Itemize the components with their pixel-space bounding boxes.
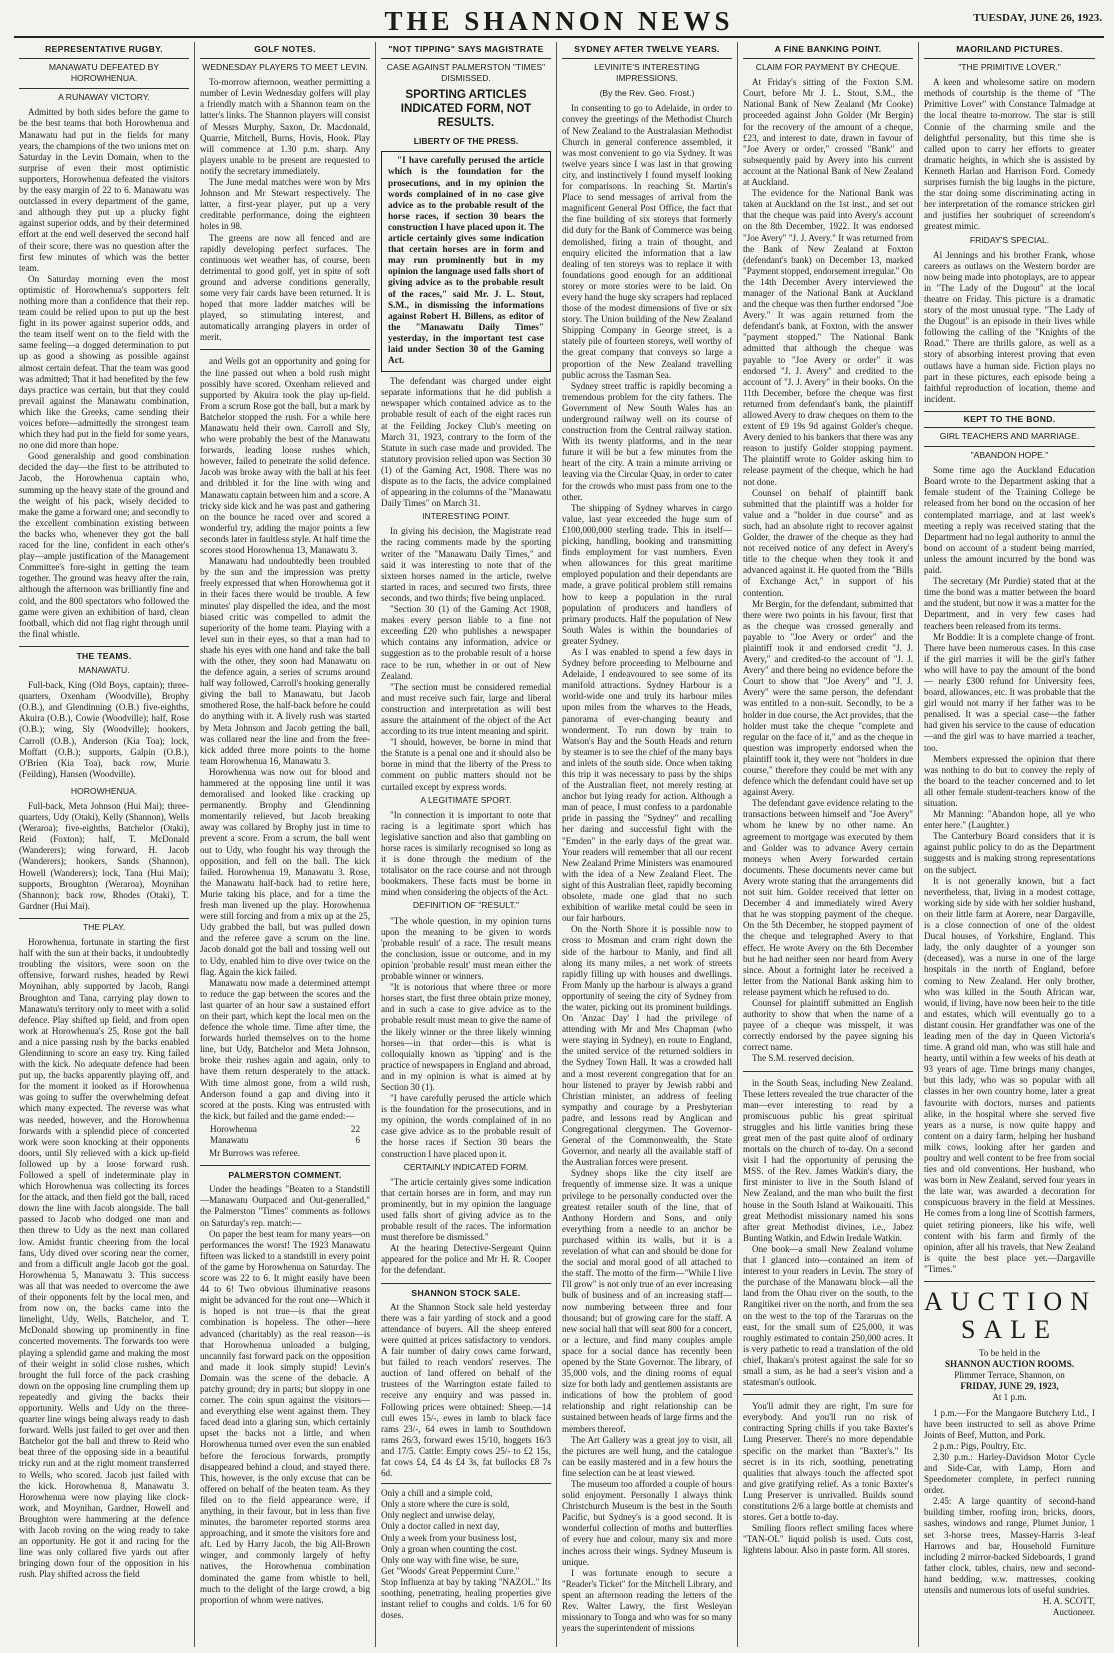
article-heading-tipping: "NOT TIPPING" SAYS MAGISTRATE [388, 44, 544, 54]
paragraph: At the hearing Detective-Sergeant Quinn appeared for the police and Mr H. R. Cooper for the defendant. [381, 1243, 551, 1276]
paragraph: "I should, however, be borne in mind that the Statute is a penal one and it should also be borne in mind that the liberty of the Press to comment on public matters should not be curtailed except by express words. [381, 737, 551, 792]
auction-venue: SHANNON AUCTION ROOMS. [944, 1359, 1075, 1370]
paragraph: As I was enabled to spend a few days in Sydney before proceeding to Melbourne and Adelaide, I endeavoured to see some of its manifold attractions. Sydney Harbour is a world-wide one and truly its harbour miles upon miles from the wharves to the Heads, panorama of ever-changing beauty and wonderment. To run down by train to Watson's Bay and the South Heads and return by steamer is to see the chief of the many bays and inlets of the south side. Once when taking this trip it was necessary to pass by the ships of the Australian fleet, not merely resting at anchor but lying ready for action. Although a man of peace, I must confess to a pardonable pride in passing the "Sydney" and recalling her daring and successful fight with the "Emden" in the early days of the great war. Your readers will remember that all our recent New Zealand Prime Ministers was enamoured with the idea of a New Zealand Fleet. The sight of this Australian fleet, rapidly becoming obsolete, made one glad that no such exhibition of warlike metal could be seen in our fair harbours. [562, 646, 732, 924]
advert-line: Only one way with fine wise, be sure, [381, 1554, 519, 1565]
paragraph: Al Jennings and his brother Frank, whose careers as outlaws on the Western border are now being made into photoplays, are to appear in "The Lady of the Dugout" at the local theatre on Friday. This picture is a dramatic story of the most unusual type. "The Lady of the Dugout" is an episode in their lives while following the calling of the "Knights of the Road." There are thrills galore, as well as a story of absorbing interest proving that even outlaws have a human side. Fiction plays no part in these pictures, each episode being a faithful reproduction of location, theme and incident. [924, 249, 1095, 404]
article-subheading: CASE AGAINST PALMERSTON "TIMES" DISMISSED. [381, 58, 551, 84]
paragraph: Counsel for plaintiff submitted an English authority to show that when the name of a payee of a cheque was misspelt, it was correctly endorsed by the payee signing his correct name. [743, 997, 913, 1053]
advert-line: Only a groan when counting the cost. [381, 1543, 518, 1554]
score-row: Manawatu 6 [210, 1135, 360, 1145]
paragraph: Horowhenua, fortunate in starting the first half with the sun at their backs, it undoubtedly troubling the visitors, were soon on the offensive, forward rushes, headed by Rewi Moynihan, ably supported by Jacob, Rangi Broughton and Tana, carrying play down to Manawatu's territory only to meet with a solid defence. Play shifted up field, and from open work at Horowhenua's 25, Rose got the ball and a nice passing rush by the backs enabled Glendinning to score an easy try. King failed with the kick. No adequate defence had been put up, the backs apparently playing off, and for the moment it looked as if Horowhenua was going to suffer the overwhelming defeat which many expected. The reverse was what was needed, however, and the Horowhenua forwards with a splendid piece of concerted work were soon knocking at their opponents doors, until Sly relieved with a kick up-field followed up by a loose forward rush. Followed a spell of indeterminate play in which Horowhenua was collecting its forces for the attack, and then field got the ball, raced down the line with Jacob alongside. The ball passed to Jacob who dodged one man and then threw to Udy as the next man collared low. Amidst frantic cheering from the local fans, Udy dived over scoring near the corner, and from a difficult angle Jacob got the goal. Horowhenua 5, Manawatu 3. This success was all that was needed to overcome the awe of their opponents felt by the local men, and from now on, the backs came into the limelight, Udy, Wells, Batchelor, and T. McDonald showing up prominently in fine concerted movements. The forwards too were playing a splendid game and making the most of their weight in solid close rushes, which brought the full force of the pack crashing down on the opposing line crumpling them up repeatedly and giving the backs their opportunity. Wells and Udy on the three-quarter line wings being always ready to dash forward. Wells just failed to get over and then Batchelor got the ball and threw to Reid who beat three of the opposing side in a beautiful tricky run and at the right moment transferred to Wells, who scored. Jacob just failed with the kick. Horowhenua 8, Manawatu 3. Horowhenua were now playing like clock-work, and Moynihan, Gardner, Howell and Broughton were hammering at the defence with Jacob roving on the wing ready to take an opportunity. He got it and racing for the line was only collared five yards out after bringing down four of the opposition in his rush. Play shifted across the field [19, 937, 189, 1580]
team-list-manawatu: Full-back, King (Old Boys, captain); three-quarters, Oxenham (Woodville), Brophy (O.B.), and Glendinning (O.B.) five-eighths, Akuira (O.B.), Cowie (Woodville); half, Rose (O.B.); wing, Sly (Woodville); hookers, Carroll (O.B.), Anderson (Kia Toa); lock, Moffatt (O.B.); supports, Galpin (O.B.), O'Brien (Kia Toa), back row, Murie (Feilding), Hansen (Woodville). [19, 680, 189, 779]
paragraph: The Art Gallery was a great joy to visit, all the pictures are well hung, and the catalogue can be easily mastered and in a few hours the fine selection can be at least viewed. [562, 1434, 732, 1478]
paragraph: Admitted by both sides before the game to be the best teams that both Horowhenua and Manawatu had put in the fields for many years, the champions of the two unions met on Saturday in the Levin Domain, when to the surprise of even their most optimistic supporters, Horowhenua defeated the visitors by the easy margin of 22 to 6. Manawatu was outclassed in every department of the game, and although they put up a plucky fight against superior odds, and by their determined effort at the end well deserved the second half of their score, there was no question after the first few minutes of which was the better team. [19, 107, 189, 273]
divider [200, 349, 370, 350]
advert-line: Only a store where the cure is sold, [381, 1499, 510, 1510]
auction-line: To be held in the [979, 1348, 1040, 1359]
paragraph: The secretary (Mr Purdie) stated that at the time the bond was a matter between the board and the student, but now it was a matter for the Department, and in very few cases had teachers been released from its terms. [924, 576, 1095, 631]
auctioneer-title: Auctioneer. [1052, 1607, 1095, 1618]
paragraph: Some time ago the Auckland Education Board wrote to the Department asking that a female student of the Training College be released from her bond on the occasion of her contemplated marriage, and at last week's meeting a reply was received stating that the Department had no legal authority to annul the bond on account of a student being married, unless the amount incurred by the bond was paid. [924, 465, 1095, 576]
paragraph: Members expressed the opinion that there was nothing to do but to convey the reply of the board to the teacher concerned and to let all other female student-teachers know of the situation. [924, 753, 1095, 808]
article-kicker: A RUNAWAY VICTORY. [19, 88, 189, 103]
paragraph: Mr Boddie: It is a complete change of front. There have been numerous cases. In this case if the girl marries it will be the girl's father who will have to pay the amount of the bond — nearly £300 refund for University fees, board, allowances, etc. It was probable that the girl would not marry if her father was to be penalised. It was a special case—the father had given his service to the cause of education—and the girl was to have married a teacher, too. [924, 631, 1095, 753]
advert-tanol: Smiling floors reflect smiling faces where "TAN-OL" liquid polish is used. Cuts cost, lightens labour. Also in paste form. All stores. [743, 1523, 913, 1556]
article-subheading: GIRL TEACHERS AND MARRIAGE. [939, 431, 1080, 441]
paragraph: To-morrow afternoon, weather permitting a number of Levin Wednesday golfers will play a friendly match with a Shannon team on the latter's links. The Shannon players will consist of Messrs Murphy, Saxon, Dr. Macdonald, Quarrie, Mitchell, Burns, Hovis, Hook. Play will commence at 1.30 p.m. sharp. Any players unable to be present are requested to notify the secretary immediately. [200, 77, 370, 176]
quote-text: "I have carefully perused the article which is the foundation for the prosecutions, and in my opinion the words complained of in no case give advice as to the probable result of the horse races, if section 30 bears the construction I have placed upon it. The article certainly gives some indication that certain horses are in form and may run prominently but in my opinion the language used falls short of giving advice as to the probable result of the races," said Mr. J. L. Stout, S.M., in dismissing the informations against Robert H. Billens, as editor of the "Manawatu Daily Times" yesterday, in the important test case laid under Section 30 of the Gaming Act. [388, 156, 544, 367]
article-heading-sydney: SYDNEY AFTER TWELVE YEARS. [574, 44, 720, 54]
paragraph: and Wells got an opportunity and going for the line passed out when a bold rush might possibly have scored. Oxenham relieved and supported by Akuira took the play up-field. From a scrum Rose got the ball, but a mark by Batchelor stopped the rush. For a while here Manawatu held their own. Carroll and Sly, who were probably the best of the Manawatu forwards, leading loose rushes which, however, failed to penetrate the solid defence. Jacob was broke away with the ball at his feet and dribbled it for the line with wing and Manawatu captain between him and a score. A tricky side kick and he was past and gathering on the bounce he raced over and scored a wonderful try, adding the major points a few seconds later in faultless style. At half time the scores stood Horowhenua 13, Manawatu 3. [200, 356, 370, 556]
paragraph: In consenting to go to Adelaide, in order to convey the greetings of the Methodist Church of New Zealand to the Australasian Methodist Church in general conference assembled, it was most convenient to go via Sydney. It was twelve years since I was last in that growing city, and instinctively I found myself looking for comparisons. In reaching St. Martin's Place to send messages of arrival from the magnificent General Post Office, the fact that the fine building of six storeys that formerly did duty for the Bank of Commerce was being demolished, firing a train of thought, and enquiry elicited the information that a law dealing of ten storeys was to replace it with foundations good enough for an additional storey or more stories were to be laid. On every hand the huge sky scrapers had replaced those of the modest dimensions of five or six story. The Union building of the New Zealand Shipping Company in George street, is a stately pile of fourteen storeys, well worthy of the great company that conveys so large a proportion of the New Zealand travelling public across the Tasman Sea. [562, 103, 732, 380]
advert-baxters: You'll admit they are right, I'm sure for everybody. And you'll run no risk of contracting Spring chills if you take Baxter's Lung Preserver. There's no more dependable specific on the market than "Baxter's." Its secret is in its rich, soothing, penetrating qualities that always touch the affected spot and give gratifying relief. As a tonic Baxter's Lung Preserver is unrivalled. Builds sound constitutions 2/6 a large bottle at chemists and stores. Get a bottle to-day. [743, 1401, 913, 1523]
article-lead-heading: SPORTING ARTICLES INDICATED FORM, NOT RESULTS. [400, 88, 532, 130]
paragraph: It is not generally known, but a fact nevertheless, that, living in a modest cottage, working side by side with her soldier husband, on their little farm at Aorere, near Dargaville, is a close connection of one of the oldest Ducal houses, of Yorkshire, England. This lady, the only daughter of a younger son (deceased), was a nurse in one of the large hospitals in the north of England, before coming to New Zealand. Her only brother, who was killed in the South African war, would, if living, have now been heir to the title and estates, which will eventually go to a distant cousin. Her grandfather was one of the leading men of the day in Queen Victoria's time. A grand old man, who was still hale and hearty, until within a few weeks of his death at 93 years of age. Time brings many changes, but this lady, who was so popular with all classes in her own country home, later a great favourite with doctors, nurses and patients alike, in the hospital where she served five years as a nurse, is now quite happy and content on a dairy farm, helping her husband milk cows, looking after her garden and poultry and well content to be free from social ties and old conventions. Her husband, who was born in New Zealand, served four years in the late war, was awarded a decoration for conspicuous bravery in the field at Messines. He comes from a long line of Scottish farmers, quiet retiring pioneers, like his wife, well content with his farm and firmly of the opinion, after all his travels, that New Zealand is quite the best place yet.—Dargaville "Times." [924, 875, 1095, 1274]
section-heading: CERTAINLY INDICATED FORM. [403, 1161, 529, 1172]
paragraph: A keen and wholesome satire on modern methods of courtship is the theme of "The Primitive Lover" with Constance Talmadge at the local theatre to-morrow. The star is still Connie of the charming smile and the delightful personality, but this time she is called upon to carry her efforts to greater dramatic heights, in which she is assisted by Kenneth Harlan and Harrison Ford. Comedy surprises furnish the big laughs in the picture, the star doing some discriminating acting in her interpretation of the romance stricken girl and justifies her soubriquet of screendom's greatest mimic. [924, 77, 1095, 232]
paragraph: Under the headings "Beaten to a Standstill—Manawatu Outpaced and Out-generalled," the Palmerston "Times" comments as follows on Saturday's rep. match:— [200, 1184, 370, 1228]
section-heading-teams: THE TEAMS. [19, 646, 189, 662]
article-subheading: MANAWATU DEFEATED BY HOROWHENUA. [19, 58, 189, 84]
quote-box [381, 151, 551, 372]
article-heading-bond: KEPT TO THE BOND. [924, 411, 1095, 428]
paragraph: "The section must be considered remedial and must receive such fair, large and liberal construction and interpretation as will best assure the attainment of the object of the Act according to its true intent meaning and spirit. [381, 681, 551, 737]
auction-line: Plimmer Terrace, Shannon, on [954, 1370, 1065, 1381]
paragraph: "The article certainly gives some indication that certain horses are in form, and may run prominently, but in my opinion the language used falls short of giving advice as to the probable result of the races. The information must therefore be dismissed." [381, 1176, 551, 1243]
divider [381, 1483, 551, 1484]
paragraph: Counsel on behalf of plaintiff bank submitted that the plaintiff was a holder for value and a "holder in due course" and as such, had an absolute right to recover against Golder, the drawer of the cheque as they had not received notice of any defect in Avery's title to the cheque when they took it and advanced against it. He quoted from the "Bills of Exchange Act," in support of his contention. [743, 487, 913, 598]
section-heading: INTERESTING POINT. [422, 511, 510, 522]
auction-item: 2.45: A large quantity of second-hand building timber, roofing iron, bricks, doors, sashes, windows and range, Plumet Junior, 1 set 3-horse trees, Massey-Harris 3-leaf Harrows and bar, Household Furniture including 2 mirror-backed Sideboards, 1 grand father clock, tables, chairs, new and second-hand bedding, w.w. mattresses, cooking utensils and numerous lots of useful sundries. [924, 1496, 1095, 1595]
advert-line: Only a doctor called in next day, [381, 1521, 500, 1532]
advert-line: Only a chill and a simple cold, [381, 1488, 493, 1499]
column-6 [919, 42, 1100, 1647]
article-heading-golf: GOLF NOTES. [254, 44, 316, 54]
paragraph: The defendant was charged under eight separate informations that he did publish a newspaper which contained advice as to the probable result of each of the eight races run at the Feilding Jockey Club's meeting on March 31, 1923, contrary to the form of the Statute in such case made and provided. The statutory provision relied upon was Section 30 (1) of the Gaming Act, 1908. There was no dispute as to the facts, the advice complained of appearing in the columns of the "Manawatu Daily Times" on March 31. [381, 376, 551, 509]
paragraph: Sydney shops like the city itself are frequently of immense size. It was a unique privilege to be personally conducted over the greatest retailer south of the line, that of Anthony Hordern and Sons, and only everything from a needle to an anchor be purchased within its walls, but it is a revelation of what can and should be done for the social and moral good of all attached to the staff. The motto of the firm—"While I live I'll grow" is not only true of an ever increasing bulk of business and of an increasing staff—now numbering between three and four thousand; but of growing care for the staff. A new social hall that will seat 800 for a concert, or a lecture, and find many couples ample space for a social dance has recently been opened by the State Governor. The library, of 35,000 vols, and the dining rooms of equal size for both lady and gentlemen assistants are indications of how the problem of good relationship and right relationship can be sustained between heads of large firms and the members thereof. [562, 1168, 732, 1434]
paragraph: "Section 30 (1) of the Gaming Act 1908, makes every person liable to a fine not exceeding £20 who publishes a newspaper which contains any information, advice or suggestion as to the probable result of a horse race to be run, whether in or out of New Zealand. [381, 604, 551, 681]
auction-subtitle: SALE [961, 1315, 1058, 1345]
section-heading: DEFINITION OF "RESULT." [412, 900, 520, 911]
final-score [210, 1124, 360, 1146]
article-subheading: LEVINITE'S INTERESTING IMPRESSIONS. [562, 58, 732, 84]
paragraph: Sydney street traffic is rapidly becoming a tremendous problem for the city fathers. The Government of New South Wales has an underground railway well on its course of construction from the Central railway station. With its twenty platforms, and in the near future it will be but a few minutes from the heart of the city. A train a minute arriving or leaving via the Circular Quay, in order to cater for the crowds who must pass from one to the other. [562, 380, 732, 502]
advert-line: Only neglect and unwise delay, [381, 1510, 495, 1521]
section-heading: A LEGITIMATE SPORT. [420, 794, 512, 805]
paragraph: One book—a small New Zealand volume that I glanced into—contained an item of interest to your readers in Levin. The story of the purchase of the Manawatu block—all the land from the Ohau river on the south, to the Rangitikei river on the north, and from the sea on the west to the top of the Tararuas on the east, for the small sum of £25,000, it was roughly estimated to contain 250,000 acres. It is very pathetic to read a translation of the old chief, Ihakara's protest against the sale for so small a sum, as he had a seer's vision and a statesman's outlook. [743, 1243, 913, 1388]
column-2 [195, 42, 376, 1647]
paragraph: Horowhenua was now out for blood and hammered at the opposing line until it was demoralised and looked like cracking up permanently. Brophy and Glendinning momentarily relieved, but Jacob breaking away was collared by Brophy just in time to prevent a score. From a scrum, the ball went out to Udy, who fought his way through the opposition, and fell on the ball. The kick failed. Horowhenua 19, Manawatu 3. Rose, the Manawatu half-back had to retire here, Murie taking his place, and for a time the fresh man livened up the play. Horowhenua were still forcing and from a mix up at the 25, Udy grabbed the ball, but was pulled down and the referee gave a scrum on the line. Jacob donald got the ball and tossing well out to Udy, enabled him to dive over twice on the flag. Again the kick failed. [200, 766, 370, 977]
paragraph: "It is notorious that where three or more horses start, the first three obtain prize money, and in such a case to give advice as to the probable result must mean to give the name of the likely winner or the three likely winning horses—in that order—this is what is colloquially known as 'tipping' and is the practice of newspapers in England and abroad, and in my opinion is what is aimed at by Section 30 (1). [381, 982, 551, 1092]
paragraph: The June medal matches were won by Mrs Johnson and Mr Stewart respectively. The latter, a first-year player, put up a very creditable performance, doing the eighteen holes in 98. [200, 177, 370, 232]
paragraph: Mr Bergin, for the defendant, submitted that there were two points in his favour, first that as the cheque was crossed generally and payable to "Joe Avery or order" and the plaintiff took it and endorsed credit "J. J. Avery," and credited-to the account of "J. J. Avery" and there being no evidence before the Court to show that "Joe Avery" and "J. J. Avery" were the same person, the defendant was entitled to a non-suit. Secondly, to be a holder in due course, the Act provides, that the holder must take the cheque "complete and regular on the face of it," and as the cheque in question was improperly endorsed when the plaintiff took it, they were not "holders in due course," therefore they could be met with any defence which the defendant could have set up against Avery. [743, 598, 913, 798]
auction-item: 1 p.m.—For the Mangaore Butchery Ltd., I have been instructed to sell as above Prime Joints of Beef, Mutton, and Pork. [924, 1407, 1095, 1440]
auction-time: At 1 p.m. [992, 1392, 1027, 1403]
byline: (By the Rev. Geo. Frost.) [599, 88, 695, 99]
column-4 [557, 42, 738, 1647]
paragraph: in the South Seas, including New Zealand. These letters revealed the true character of the man—ever interesting to read by a promiscuous public his great spiritual struggles and his little vanities bring these great men of the past quite aloof of ordinary mortals on the church of to-day. On a second visit I had the opportunity of perusing the MSS. of the Rev. James Watkin's diary, the first minister to live in the South Island of New Zealand, and the man who built the first house in the South Island at Waikouaiti. This great Methodist missionary named his sons after great Methodist divines, i.e., Jabez Bunting Watkin, and Edwin Iredale Watkin. [743, 1077, 913, 1243]
auction-item: 2.30 p.m.: Harley-Davidson Motor Cycle and Side-Car, with Lamp, Horn and Speedometer complete, in perfect running order. [924, 1451, 1095, 1496]
paragraph: Good generalship and good combination decided the day—the first to be attributed to Jacob, the Horowhenua captain who, summing up the heavy state of the ground and the weight of his pack, wisely decided to make the game a forward one; and secondly to the excellent combination existing between the backs who, whenever they got the ball raced for the line, confident in each other's play—ample justification of the Management Committee's fore-sight in getting the team together. The ground was heavy after the rain, although the afternoon was brilliantly fine and cold, and the 800 spectators who followed the game were given an exhibition of hard, clean football, which did not flag right through until the final whistle. [19, 451, 189, 639]
paragraph: I was fortunate enough to secure a "Reader's Ticket" for the Mitchell Library, and spent an afternoon reading the letters of the Rev. Walter Lawry, the first Wesleyan missionary to Tonga and who was for so many years the superintendent of missions [562, 1567, 732, 1634]
section-heading-liberty: LIBERTY OF THE PRESS. [413, 136, 519, 147]
paragraph: At Friday's sitting of the Foxton S.M. Court, before Mr J. L. Stout, S.M., the National Bank of New Zealand (Mr Cooke) proceeded against John Golder (Mr Bergin) for the recovery of the amount of a cheque, £23, and interest to date, drawn in favour of "Joe Avery or order," crossed "Bank" and subsequently paid by Avery into his current account at the National Bank of New Zealand at Auckland. [743, 77, 913, 188]
column-3 [376, 42, 557, 1647]
column-5 [738, 42, 919, 1647]
section-heading: FRIDAY'S SPECIAL. [969, 234, 1050, 245]
paragraph: The greens are now all fenced and are rapidly developing perfect surfaces. The continuous wet weather has, of course, been detrimental to good golf, yet in spite of soft ground and adverse conditions generally, some very fair cards have been returned. It is hoped that more ladder matches will be played, so stimulating interest, and automatically arranging players in order of merit. [200, 232, 370, 343]
article-heading-banking: A FINE BANKING POINT. [774, 44, 882, 54]
team-list-horowhenua: Full-back, Meta Johnson (Hui Mai); three-quarters, Udy (Otaki), Kelly (Shannon), Wells (Weraroa); five-eighths, Batchelor (Otaki), Reid (Foxton); half, T. McDonald (Wanderers); wing forward, H. Jacob (Wanderers); hookers, Sands (Shannon), Howell (Wanderers); lock, Tana (Hui Mai); supports, Broughton (Weraroa), Moynihan (Shannon); back row, Rhodes (Otaki), T. Gardner (Hui Mai). [19, 801, 189, 911]
paragraph: Mr Manning: "Abandon hope, all ye who enter here." (Laughter.) [924, 809, 1095, 831]
auction-title: AUCTION [924, 1287, 1097, 1317]
paragraph: The Canterbury Board considers that it is against public policy to do as the Department suggests and is making strong representations on the subject. [924, 831, 1095, 875]
article-subheading: CLAIM FOR PAYMENT BY CHEQUE. [743, 58, 913, 73]
advert-line: Get "Woods' Great Peppermint Cure." [381, 1565, 520, 1576]
paragraph: The shipping of Sydney wharves in cargo value, last year exceeded the huge sum of £100,000,000 sterling trade. This in itself—picking, handling, booking and transmitting finds employment for vast numbers. Even when allowances for this great maritime employed population and their dependants are made, a grave political problem still remains how to keep a population in the rural population of producers and handlers of primary products. Half the population of New South Wales is within the boundaries of greater Sydney. [562, 502, 732, 646]
article-heading-rugby: REPRESENTATIVE RUGBY. [45, 44, 163, 54]
auction-item: 2 p.m.: Pigs, Poultry, Etc. [933, 1440, 1027, 1451]
divider [743, 1394, 913, 1395]
team-heading-horowhenua: HOROWHENUA. [70, 785, 138, 796]
article-kicker: "ABANDON HOPE." [924, 446, 1095, 461]
columns [14, 42, 1104, 1647]
paragraph: "The whole question, in my opinion turns upon the meaning to be given to words 'probable result' of a race. The result means the conclusion, issue or outcome, and in my opinion 'probable result' must mean either the probable winner or winners. [381, 915, 551, 982]
paragraph: "In connection it is important to note that racing is a legitimate sport which has legislative sanction and also that gambling on horse races is similarly recognised so long as it is done through the medium of the totalisator on the race course and not through bookmakers. These facts must be borne in mind when considering the objects of the Act. [381, 809, 551, 898]
auction-date: FRIDAY, JUNE 29, 1923, [960, 1381, 1059, 1392]
divider [924, 1281, 1095, 1282]
paragraph: Manawatu had undoubtedly been troubled by the sun and the impression was pretty freely expressed that when Horowhenua got it in their faces there would be trouble. A few minutes' play dispelled the idea, and the most biased critic was compelled to admit the superiority of the home team. Playing with a level sun in their eyes, so that a man had to shade his eyes with one hand and take the ball with the other, they soon had Manawatu on the defence again, a series of scrums around half way followed, Carroll's hooking generally giving the ball to Manawatu, but Jacob smothered Rose, the half-back before he could do anything with it. A lively rush was started by Meta Johnson and Jacob getting the ball, was collared near the line and from the free-kick added three more points to the home team Horowhenua 16, Manawatu 3. [200, 556, 370, 766]
paragraph: In giving his decision, the Magistrate read the racing comments made by the sporting writer of the "Manawatu Daily Times," and said it was interesting to note that of the sixteen horses named in the article, twelve started in races, and secured two firsts, three seconds, and two thirds; five being unplaced. [381, 526, 551, 603]
paragraph: The S.M. reserved decision. [752, 1053, 855, 1064]
paragraph: On paper the best team for many years—on performances the worst! The 1923 Manawatu fifteen was licked to a standstill in every point of the game by Horowhenua on Saturday. The score was 22 to 6. It might easily have been 44 to 6! Two obvious illuminative reasons might be advanced for the rout one—Which it is hoped is not true—is that the great combination is hopeless. The other—here advanced (charitably) as the real reason—is that Horowhenua unloaded a bulging, uncannily fast forward pack on the opposition and made it look simply stupid! Levin's Domain was the scene of the debacle. A patchy ground; dry in parts; but sloppy in one corner. The coin spun against the visitors—and everything else went against them. They faced dead into a glaring sun, which certainly upset the backs not a little, and when Horowhenua turned over even the sun enabled before the ferocious forwards, promptly disappeared behind a cloud, and stayed there. This, however, is the only excuse that can be offered on behalf of the beaten team. As they filed on to the field appearance were, if anything, in their favour, but in less than five minutes, the barometer reported storms area approaching, and it smote the visitors fore and aft. Led by Harry Jacob, the big All-Brown winger, and commonly largely of hefty natives, the Horowhenua combination dominated the game from whistle to bell, much to the delight of the large crowd, a big proportion of whom were natives. [200, 1228, 370, 1605]
advert-line: Only a week from your business lost, [381, 1532, 517, 1543]
divider [743, 1071, 913, 1072]
team-heading-manawatu: MANAWATU. [78, 664, 130, 675]
article-heading-stock-sale: SHANNON STOCK SALE. [381, 1283, 551, 1299]
referee-note: Mr Burrows was referee. [209, 1148, 300, 1159]
issue-date: TUESDAY, JUNE 26, 1923. [973, 12, 1102, 24]
advert-woods [381, 1488, 551, 1621]
paragraph: The evidence for the National Bank was taken at Auckland on the 1st inst., and set out that the cheque was paid into Avery's account on the 8th December, 1922. It was endorsed "Joe Avery" "J. J. Avery." It was returned from the Bank of New Zealand at Foxton (defendant's bank) on December 13, marked "Payment stopped, endorsement irregular." On the 14th December Avery interviewed the manager of the National Bank at Auckland and the cheque was then further endorsed "Joe Avery." It was again returned from the defendant's bank, at Foxton, with the answer "payment stopped." The National Bank admitted that although the cheque was payable to "Joe Avery or order" it was endorsed "J. J. Avery" and credited to the account of "J. J. Avery" in their books. On the 11th December, before the cheque was first returned from defendant's bank, the plaintiff allowed Avery to draw cheques on them to the extent of £9 19s 9d against Golder's cheque. Avery denied to his bankers that there was any reason to justify Golder stopping payment. The plaintiff wrote to Golder asking him to release payment of the cheque, which he had not done. [743, 188, 913, 487]
paragraph: On the North Shore it is possible now to cross to Mosman and cram right down the side of the harbour to Manly, and find all along its many miles, a net work of streets rapidly filling up with houses and dwellings. From Manly up the harbour is always a grand opportunity of seeing the city of Sydney from the water, picking out its prominent buildings. On 'Anzac Day' I had the privilege of attending with Mr and Mrs Chapman (who were staying in Sydney), en route to England, the united service of the returned soldiers in the Sydney Town Hall. It was a crowded hall and a most reverent congregation that for an hour listened to prayer by Jewish rabbi and Christian minister, an address of feeling sympathy and courage by a Presbyterian padre, and lessons read by Anglican and Congregational clergymen. The Governor-General of the Commonwealth, the State Governor, and nearly all the available staff of the Australian forces were present. [562, 924, 732, 1168]
section-heading-play: THE PLAY. [19, 918, 189, 933]
article-heading-pictures: MAORILAND PICTURES. [956, 44, 1063, 54]
advert-auction-sale [924, 1288, 1095, 1618]
article-subheading: "THE PRIMITIVE LOVER." [924, 58, 1095, 73]
auctioneer-name: H. A. SCOTT, [1042, 1596, 1095, 1607]
advert-line: Stop Influenza at bay by taking "NAZOL." Its soothing, penetrating, healing properties give instant relief to coughs and colds. 1/6 for 60 doses. [381, 1576, 551, 1621]
paragraph: On Saturday morning even the most optimistic of Horowhenua's supporters felt nothing more than a confidence that their rep. team could be relied upon to put up the best fight in its power against superior odds, and the team itself went on to the field with the same feeling—a dogged determination to put up as good a showing as possible against almost certain defeat. That the team was good was admitted; That it had benefited by the few days practice was certain, but that they could prevail against the Manawatu combination, which like the Greeks, came sending their voices before—admittedly the strongest team which they had put in the field for some years, no one did more than hope. [19, 273, 189, 451]
newspaper-title: THE SHANNON NEWS [384, 6, 734, 36]
paragraph: "I have carefully perused the article which is the foundation for the prosecutions, and in my opinion, the words complained of in no case give advice as to the probable result of the horse races if Section 30 bears the construction I have placed upon it. [381, 1093, 551, 1159]
paragraph: Manawatu now made a determined attempt to reduce the gap between the scores and the last quarter of an hour saw a sustained effort on their part, which kept the local men on the defence the whole time. Time after time, the forwards hurled themselves on to the home line, but Udy, Batchelor and Meta Johnson, broke their rushes again and again, only to have them return desperately to the attack. With time almost gone, from a wild rush, Anderson found a gap and diving into it scored at the posts. King was entrusted with the kick, but failed and the game ended:— [200, 977, 370, 1121]
paragraph: The museum too afforded a couple of hours solid enjoyment. Personally I always think Christchurch Museum is the best in the South Pacific, but Sydney's is a good second. It is wonderful collection of moths and butterflies of every hue and colour, many six and more inches across their wings. Sydney Museum is unique. [562, 1479, 732, 1567]
article-subheading: WEDNESDAY PLAYERS TO MEET LEVIN. [200, 58, 370, 73]
column-1 [14, 42, 195, 1647]
article-heading-palmerston: PALMERSTON COMMENT. [200, 1165, 370, 1181]
paragraph: At the Shannon Stock sale held yesterday there was a fair yarding of stock and a good attendance of buyers. All the sheep entered were quitted at prices satisfactory to vendors. A fair number of dairy cows came forward, but failed to reach vendors' reserves. The auction of land offered on behalf of the trustees of the Warrington estate failed to receive any enquiry and was passed in. Following prices were obtained: Sheep.—14 cull ewes 15/-, ewes in lamb to black face rams 23/-, 64 ewes in lamb to Southdown rams 26/3, forward ewes 15/10, hoggets 16/3 and 17/5. Cattle: Empty cows 25/- to £2 15s, fat cows £4, £4 4s £4 3s, fat bullocks £8 7s 6d. [381, 1301, 551, 1479]
paragraph: The defendant gave evidence relating to the transactions between himself and "Joe Avery" whom he knew by no other name. An agreement to mortgage was executed by them and Golder was to advance Avery certain moneys when Avery forwarded certain documents. These documents never came but Avery wrote stating that the arrangements did not suit him. Golder received that letter on December 4 and immediately wired Avery that he was stopping payment of the cheque. On the 5th December, he stopped payment of the cheque and telegraphed Avery to that effect. He wrote Avery on the 6th December but he had neither seen nor heard from Avery since. About a fortnight later he received a letter from the National Bank asking him to release payment which he refused to do. [743, 798, 913, 997]
masthead [14, 6, 1104, 38]
score-row: Horowhenua 22 [210, 1123, 360, 1134]
